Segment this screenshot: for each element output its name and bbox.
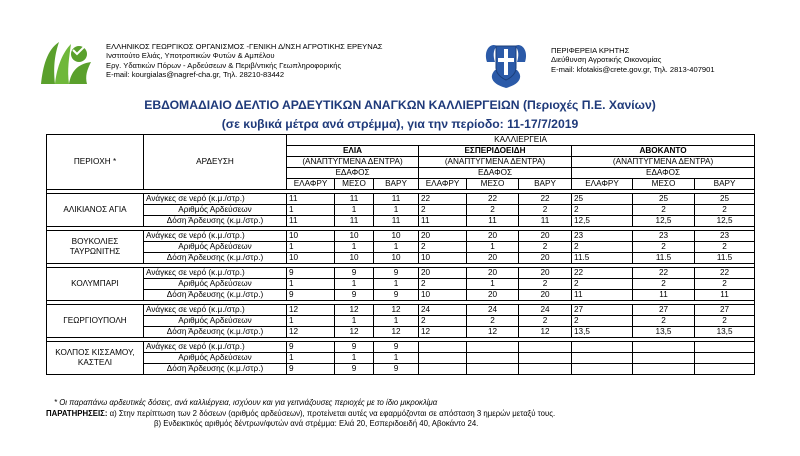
soil-heavy: ΒΑΡΥ	[374, 179, 419, 190]
value-cell: 24	[419, 305, 467, 316]
irrigation-row-label: Ανάγκες σε νερό (κ.μ./στρ.)	[144, 305, 287, 316]
value-cell: 12,5	[633, 216, 695, 227]
value-cell: 1	[374, 205, 419, 216]
irrigation-row-label: Αριθμός Αρδεύσεων	[144, 353, 287, 364]
crop-sub-olive: (ΑΝΑΠΤΥΓΜΕΝΑ ΔΕΝΤΡΑ)	[287, 157, 419, 168]
value-cell: 2	[519, 279, 572, 290]
value-cell: 2	[633, 242, 695, 253]
value-cell	[695, 353, 755, 364]
value-cell: 11	[572, 290, 633, 301]
value-cell: 25	[633, 194, 695, 205]
value-cell: 11	[467, 216, 519, 227]
region-header-spacer	[47, 168, 144, 179]
value-cell: 20	[419, 231, 467, 242]
value-cell: 2	[695, 205, 755, 216]
table-row	[47, 316, 755, 327]
value-cell: 23	[572, 231, 633, 242]
value-cell: 22	[519, 194, 572, 205]
remark-a-line	[46, 409, 555, 420]
value-cell: 2	[633, 279, 695, 290]
value-cell: 20	[467, 253, 519, 264]
table-row	[47, 342, 755, 353]
value-cell: 10	[287, 253, 335, 264]
value-cell: 2	[695, 316, 755, 327]
value-cell: 2	[633, 316, 695, 327]
org-left-line-4: E-mail: kourgialas@nagref-cha.gr, Τηλ. 28210-83442	[106, 70, 285, 80]
soil-light: ΕΛΑΦΡΥ	[287, 179, 335, 190]
value-cell: 27	[633, 305, 695, 316]
soil-heavy: ΒΑΡΥ	[695, 179, 755, 190]
irrigation-row-label: Δόση Άρδευσης (κ.μ./στρ.)	[144, 290, 287, 301]
value-cell: 2	[519, 205, 572, 216]
notes-section	[46, 398, 555, 430]
irrigation-row-label: Αριθμός Αρδεύσεων	[144, 242, 287, 253]
value-cell: 9	[287, 364, 335, 375]
value-cell: 11	[419, 216, 467, 227]
value-cell: 20	[519, 231, 572, 242]
bulletin-subtitle: (σε κυβικά μέτρα ανά στρέμμα), για την περίοδο: 11-17/7/2019	[221, 117, 579, 131]
value-cell: 9	[287, 268, 335, 279]
soil-medium: ΜΕΣΟ	[633, 179, 695, 190]
crop-sub-avocado: (ΑΝΑΠΤΥΓΜΕΝΑ ΔΕΝΤΡΑ)	[572, 157, 755, 168]
value-cell: 10	[335, 231, 374, 242]
value-cell: 1	[467, 279, 519, 290]
value-cell: 9	[335, 342, 374, 353]
value-cell: 12	[335, 305, 374, 316]
value-cell: 11	[374, 194, 419, 205]
value-cell: 20	[519, 253, 572, 264]
value-cell: 10	[419, 290, 467, 301]
value-cell: 20	[419, 268, 467, 279]
value-cell: 12	[374, 327, 419, 338]
value-cell: 11.5	[633, 253, 695, 264]
value-cell: 9	[287, 290, 335, 301]
value-cell: 9	[374, 268, 419, 279]
value-cell: 9	[374, 342, 419, 353]
value-cell: 10	[374, 231, 419, 242]
irrigation-header-spacer	[144, 168, 287, 179]
value-cell: 1	[335, 205, 374, 216]
irrigation-row-label: Δόση Άρδευσης (κ.μ./στρ.)	[144, 327, 287, 338]
crop-name-citrus: ΕΣΠΕΡΙΔΟΕΙΔΗ	[419, 146, 572, 157]
org-left-line-3: Εργ. Υδατικών Πόρων - Αρδεύσεων & Περιβ/ντικής Γεωπληροφορικής	[106, 60, 342, 70]
value-cell: 9	[287, 342, 335, 353]
value-cell: 11	[374, 216, 419, 227]
value-cell: 13,5	[572, 327, 633, 338]
value-cell	[572, 364, 633, 375]
value-cell: 20	[467, 290, 519, 301]
org-right-line-3: E-mail: kfotakis@crete.gov.gr, Τηλ. 2813-407901	[551, 64, 715, 74]
irrigation-row-label: Δόση Άρδευσης (κ.μ./στρ.)	[144, 253, 287, 264]
value-cell: 10	[374, 253, 419, 264]
value-cell	[572, 342, 633, 353]
table-row	[47, 216, 755, 227]
value-cell: 12	[419, 327, 467, 338]
irrigation-needs-table	[46, 134, 755, 375]
value-cell: 10	[419, 253, 467, 264]
value-cell: 25	[695, 194, 755, 205]
soil-medium: ΜΕΣΟ	[467, 179, 519, 190]
irrigation-header-label: ΑΡΔΕΥΣΗ	[144, 157, 287, 168]
bulletin-title: ΕΒΔΟΜΑΔΙΑΙΟ ΔΕΛΤΙΟ ΑΡΔΕΥΤΙΚΩΝ ΑΝΑΓΚΩΝ ΚΑΛΛΙΕΡΓΕΙΩΝ (Περιοχές Π.Ε. Χανίων)	[144, 98, 656, 112]
table-row	[47, 231, 755, 242]
soil-label-citrus: ΕΔΑΦΟΣ	[419, 168, 572, 179]
value-cell: 1	[287, 316, 335, 327]
value-cell: 1	[335, 279, 374, 290]
value-cell: 1	[374, 279, 419, 290]
value-cell: 20	[519, 268, 572, 279]
value-cell: 22	[695, 268, 755, 279]
irrigation-row-label: Ανάγκες σε νερό (κ.μ./στρ.)	[144, 231, 287, 242]
remarks-label: ΠΑΡΑΤΗΡΗΣΕΙΣ:	[46, 408, 108, 418]
value-cell	[633, 353, 695, 364]
value-cell	[467, 342, 519, 353]
value-cell: 1	[287, 242, 335, 253]
irrigation-row-label: Αριθμός Αρδεύσεων	[144, 279, 287, 290]
value-cell	[419, 342, 467, 353]
value-cell: 2	[467, 316, 519, 327]
value-cell: 12,5	[572, 216, 633, 227]
right-organization-info	[551, 46, 715, 74]
value-cell: 2	[419, 279, 467, 290]
table-row	[47, 205, 755, 216]
value-cell: 27	[572, 305, 633, 316]
soil-label-olive: ΕΔΑΦΟΣ	[287, 168, 419, 179]
table-row	[47, 305, 755, 316]
region-name: ΑΛΙΚΙΑΝΟΣ ΑΓΙΑ	[47, 194, 144, 227]
table-row	[47, 353, 755, 364]
value-cell: 2	[572, 279, 633, 290]
value-cell	[419, 353, 467, 364]
value-cell: 1	[335, 242, 374, 253]
document-header	[0, 36, 800, 90]
asterisk-note: * Οι παραπάνω αρδευτικές δόσεις, ανά καλλιέργεια, ισχύουν και για γειτνιάζουσες περιοχές με το ίδιο μικροκλίμα	[54, 398, 438, 407]
value-cell: 1	[335, 316, 374, 327]
irrigation-header-mid	[144, 146, 287, 157]
soil-heavy: ΒΑΡΥ	[519, 179, 572, 190]
value-cell: 12	[467, 327, 519, 338]
region-name: ΒΟΥΚΟΛΙΕΣ ΤΑΥΡΩΝΙΤΗΣ	[47, 231, 144, 264]
value-cell: 9	[335, 364, 374, 375]
value-cell: 2	[633, 205, 695, 216]
crop-name-olive: ΕΛΙΑ	[287, 146, 419, 157]
value-cell: 22	[419, 194, 467, 205]
remark-a: α) Στην περίπτωση των 2 δόσεων (αριθμός αρδεύσεων), προτείνεται αυτές να εφαρμόζονται σε απόσταση 3 ημερών μεταξύ τους.	[109, 408, 556, 418]
value-cell: 13,5	[633, 327, 695, 338]
value-cell	[633, 342, 695, 353]
table-row	[47, 242, 755, 253]
value-cell: 20	[467, 231, 519, 242]
value-cell: 11	[335, 194, 374, 205]
value-cell: 22	[467, 194, 519, 205]
value-cell	[519, 342, 572, 353]
value-cell: 1	[335, 353, 374, 364]
value-cell: 12,5	[695, 216, 755, 227]
irrigation-row-label: Δόση Άρδευσης (κ.μ./στρ.)	[144, 364, 287, 375]
crop-name-avocado: ΑΒΟΚΑΝΤΟ	[572, 146, 755, 157]
value-cell: 12	[374, 305, 419, 316]
value-cell: 2	[519, 242, 572, 253]
value-cell: 20	[519, 290, 572, 301]
value-cell: 11.5	[695, 253, 755, 264]
value-cell: 1	[374, 353, 419, 364]
value-cell: 1	[467, 242, 519, 253]
table-row	[47, 327, 755, 338]
value-cell: 10	[287, 231, 335, 242]
region-header-top	[47, 135, 144, 146]
value-cell: 10	[335, 253, 374, 264]
value-cell: 9	[374, 290, 419, 301]
value-cell: 2	[572, 316, 633, 327]
region-name: ΓΕΩΡΓΙΟΥΠΟΛΗ	[47, 305, 144, 338]
value-cell: 20	[467, 268, 519, 279]
value-cell: 22	[572, 268, 633, 279]
value-cell	[695, 342, 755, 353]
soil-light: ΕΛΑΦΡΥ	[572, 179, 633, 190]
region-header-mid	[47, 146, 144, 157]
value-cell: 11	[519, 216, 572, 227]
region-name: ΚΟΛΠΟΣ ΚΙΣΣΑΜΟΥ, ΚΑΣΤΕΛΙ	[47, 342, 144, 375]
value-cell: 13,5	[695, 327, 755, 338]
irrigation-row-label: Ανάγκες σε νερό (κ.μ./στρ.)	[144, 268, 287, 279]
value-cell	[519, 364, 572, 375]
value-cell: 1	[287, 353, 335, 364]
value-cell: 2	[572, 205, 633, 216]
value-cell	[633, 364, 695, 375]
table-row	[47, 194, 755, 205]
table-row	[47, 290, 755, 301]
table-row	[47, 279, 755, 290]
greek-emblem-icon	[481, 36, 531, 90]
org-right-line-2: Διεύθυνση Αγροτικής Οικονομίας	[551, 55, 662, 65]
value-cell: 2	[467, 205, 519, 216]
org-right-line-1: ΠΕΡΙΦΕΡΕΙΑ ΚΡΗΤΗΣ	[551, 46, 630, 55]
table-row	[47, 253, 755, 264]
cultures-header: ΚΑΛΛΙΕΡΓΕΙΑ	[287, 135, 755, 146]
value-cell: 12	[335, 327, 374, 338]
value-cell	[519, 353, 572, 364]
value-cell: 12	[519, 327, 572, 338]
elgo-logo-icon	[37, 36, 95, 88]
value-cell: 25	[572, 194, 633, 205]
value-cell: 11	[287, 216, 335, 227]
value-cell: 2	[419, 205, 467, 216]
value-cell: 24	[467, 305, 519, 316]
value-cell	[572, 353, 633, 364]
value-cell: 11	[633, 290, 695, 301]
table-row	[47, 364, 755, 375]
crop-sub-citrus: (ΑΝΑΠΤΥΓΜΕΝΑ ΔΕΝΤΡΑ)	[419, 157, 572, 168]
irrigation-row-label: Ανάγκες σε νερό (κ.μ./στρ.)	[144, 194, 287, 205]
org-left-line-2: Ινστιτούτο Ελιάς, Υποτροπικών Φυτών & Αμπέλου	[106, 51, 275, 61]
value-cell: 11.5	[572, 253, 633, 264]
value-cell: 2	[695, 279, 755, 290]
region-header-label: ΠΕΡΙΟΧΗ *	[47, 157, 144, 168]
value-cell: 12	[287, 327, 335, 338]
soil-label-avocado: ΕΔΑΦΟΣ	[572, 168, 755, 179]
soil-light: ΕΛΑΦΡΥ	[419, 179, 467, 190]
value-cell: 2	[419, 316, 467, 327]
value-cell: 9	[374, 364, 419, 375]
value-cell	[467, 364, 519, 375]
value-cell: 23	[633, 231, 695, 242]
value-cell: 1	[374, 242, 419, 253]
value-cell: 1	[287, 279, 335, 290]
irrigation-header-top	[144, 135, 287, 146]
region-name: ΚΟΛΥΜΠΑΡΙ	[47, 268, 144, 301]
value-cell: 1	[374, 316, 419, 327]
value-cell: 2	[419, 242, 467, 253]
value-cell: 9	[335, 268, 374, 279]
region-header-bottom	[47, 179, 144, 190]
irrigation-row-label: Αριθμός Αρδεύσεων	[144, 205, 287, 216]
value-cell: 11	[335, 216, 374, 227]
value-cell	[419, 364, 467, 375]
left-organization-info	[106, 42, 382, 80]
value-cell	[695, 364, 755, 375]
irrigation-header-bottom	[144, 179, 287, 190]
remark-b: β) Ενδεικτικός αριθμός δέντρων/φυτών ανά στρέμμα: Ελιά 20, Εσπεριδοειδή 40, Αβοκάντο 24.	[154, 419, 479, 428]
soil-medium: ΜΕΣΟ	[335, 179, 374, 190]
table-row	[47, 268, 755, 279]
irrigation-row-label: Δόση Άρδευσης (κ.μ./στρ.)	[144, 216, 287, 227]
org-left-line-1: ΕΛΛΗΝΙΚΟΣ ΓΕΩΡΓΙΚΟΣ ΟΡΓΑΝΙΣΜΟΣ -ΓΕΝΙΚΗ Δ/ΝΣΗ ΑΓΡΟΤΙΚΗΣ ΕΡΕΥΝΑΣ	[106, 42, 383, 51]
value-cell: 9	[335, 290, 374, 301]
value-cell: 27	[695, 305, 755, 316]
value-cell: 11	[287, 194, 335, 205]
value-cell: 22	[633, 268, 695, 279]
irrigation-row-label: Αριθμός Αρδεύσεων	[144, 316, 287, 327]
value-cell: 23	[695, 231, 755, 242]
value-cell	[467, 353, 519, 364]
value-cell: 24	[519, 305, 572, 316]
value-cell: 11	[695, 290, 755, 301]
irrigation-row-label: Ανάγκες σε νερό (κ.μ./στρ.)	[144, 342, 287, 353]
value-cell: 2	[572, 242, 633, 253]
value-cell: 2	[695, 242, 755, 253]
value-cell: 2	[519, 316, 572, 327]
value-cell: 1	[287, 205, 335, 216]
value-cell: 12	[287, 305, 335, 316]
table-body	[47, 190, 755, 375]
